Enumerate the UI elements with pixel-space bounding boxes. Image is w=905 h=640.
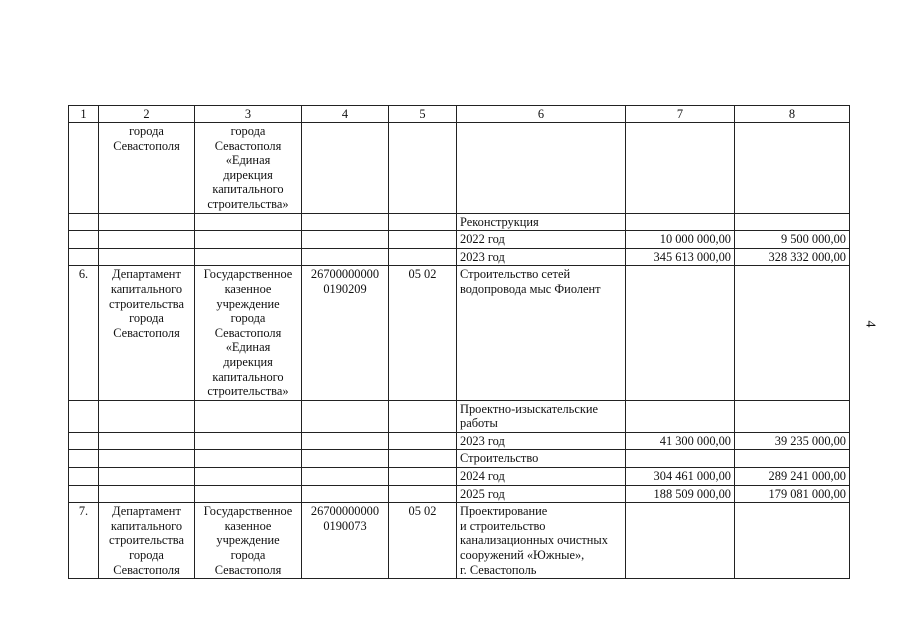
department-cell: Департамент капитального строительства города Севастополя (99, 503, 195, 579)
row-number-cell: 6. (69, 266, 99, 400)
section-cell (389, 213, 457, 231)
table-row (69, 231, 850, 249)
amount-column-7-cell (626, 266, 735, 400)
table-row (69, 213, 850, 231)
header-cell: 5 (389, 106, 457, 123)
recipient-cell (195, 400, 302, 432)
amount-column-8-cell: 328 332 000,00 (735, 248, 850, 266)
amount-column-7-cell: 345 613 000,00 (626, 248, 735, 266)
amount-column-8-cell: 179 081 000,00 (735, 485, 850, 503)
recipient-cell: Государственное казенное учреждение города Севастополя (195, 503, 302, 579)
budget-code-cell (302, 400, 389, 432)
header-cell: 6 (457, 106, 626, 123)
amount-column-7-cell: 10 000 000,00 (626, 231, 735, 249)
amount-column-8-cell (735, 503, 850, 579)
budget-code-cell (302, 468, 389, 486)
row-number-cell (69, 485, 99, 503)
row-number-cell (69, 231, 99, 249)
description-cell: Проектирование и строительство канализационных очистных сооружений «Южные», г. Севастополь (457, 503, 626, 579)
department-cell: города Севастополя (99, 123, 195, 214)
description-cell: 2024 год (457, 468, 626, 486)
amount-column-7-cell (626, 123, 735, 214)
header-cell: 8 (735, 106, 850, 123)
section-cell (389, 248, 457, 266)
amount-column-7-cell: 188 509 000,00 (626, 485, 735, 503)
description-cell: 2025 год (457, 485, 626, 503)
department-cell: Департамент капитального строительства города Севастополя (99, 266, 195, 400)
description-cell: Реконструкция (457, 213, 626, 231)
recipient-cell (195, 248, 302, 266)
table-row (69, 266, 850, 400)
department-cell (99, 485, 195, 503)
amount-column-7-cell (626, 450, 735, 468)
budget-table (68, 105, 850, 579)
budget-code-cell (302, 213, 389, 231)
budget-code-cell (302, 485, 389, 503)
header-cell: 2 (99, 106, 195, 123)
row-number-cell (69, 450, 99, 468)
section-cell (389, 400, 457, 432)
department-cell (99, 450, 195, 468)
header-cell: 1 (69, 106, 99, 123)
amount-column-8-cell (735, 123, 850, 214)
header-cell: 4 (302, 106, 389, 123)
recipient-cell (195, 468, 302, 486)
recipient-cell (195, 485, 302, 503)
department-cell (99, 231, 195, 249)
header-cell: 3 (195, 106, 302, 123)
row-number-cell (69, 400, 99, 432)
budget-code-cell (302, 248, 389, 266)
amount-column-7-cell (626, 213, 735, 231)
budget-code-cell (302, 123, 389, 214)
department-cell (99, 400, 195, 432)
row-number-cell (69, 123, 99, 214)
amount-column-8-cell (735, 266, 850, 400)
amount-column-7-cell: 41 300 000,00 (626, 432, 735, 450)
recipient-cell (195, 432, 302, 450)
section-cell (389, 432, 457, 450)
section-cell (389, 231, 457, 249)
table-row (69, 485, 850, 503)
description-cell: Проектно-изыскательские работы (457, 400, 626, 432)
table-row (69, 123, 850, 214)
row-number-cell (69, 468, 99, 486)
description-cell: Строительство сетей водопровода мыс Фиолент (457, 266, 626, 400)
budget-code-cell (302, 231, 389, 249)
amount-column-7-cell (626, 503, 735, 579)
amount-column-8-cell (735, 213, 850, 231)
row-number-cell: 7. (69, 503, 99, 579)
amount-column-7-cell: 304 461 000,00 (626, 468, 735, 486)
row-number-cell (69, 213, 99, 231)
page-number: 4 (862, 320, 878, 328)
recipient-cell: города Севастополя «Единая дирекция капитального строительства» (195, 123, 302, 214)
description-cell (457, 123, 626, 214)
section-cell (389, 123, 457, 214)
section-cell (389, 450, 457, 468)
department-cell (99, 468, 195, 486)
table-row (69, 248, 850, 266)
amount-column-8-cell (735, 450, 850, 468)
amount-column-8-cell: 39 235 000,00 (735, 432, 850, 450)
table-row (69, 468, 850, 486)
table-row (69, 432, 850, 450)
budget-code-cell (302, 450, 389, 468)
amount-column-8-cell: 9 500 000,00 (735, 231, 850, 249)
header-row (69, 106, 850, 123)
department-cell (99, 432, 195, 450)
recipient-cell (195, 231, 302, 249)
recipient-cell: Государственное казенное учреждение города Севастополя «Единая дирекция капитального строительства» (195, 266, 302, 400)
table-row (69, 450, 850, 468)
description-cell: Строительство (457, 450, 626, 468)
section-cell (389, 485, 457, 503)
row-number-cell (69, 248, 99, 266)
description-cell: 2023 год (457, 432, 626, 450)
budget-code-cell: 26700000000 0190209 (302, 266, 389, 400)
recipient-cell (195, 450, 302, 468)
table-row (69, 503, 850, 579)
section-cell (389, 468, 457, 486)
budget-code-cell: 26700000000 0190073 (302, 503, 389, 579)
recipient-cell (195, 213, 302, 231)
amount-column-8-cell (735, 400, 850, 432)
description-cell: 2022 год (457, 231, 626, 249)
table-row (69, 400, 850, 432)
section-cell: 05 02 (389, 503, 457, 579)
section-cell: 05 02 (389, 266, 457, 400)
amount-column-7-cell (626, 400, 735, 432)
budget-code-cell (302, 432, 389, 450)
amount-column-8-cell: 289 241 000,00 (735, 468, 850, 486)
department-cell (99, 248, 195, 266)
description-cell: 2023 год (457, 248, 626, 266)
header-cell: 7 (626, 106, 735, 123)
row-number-cell (69, 432, 99, 450)
department-cell (99, 213, 195, 231)
